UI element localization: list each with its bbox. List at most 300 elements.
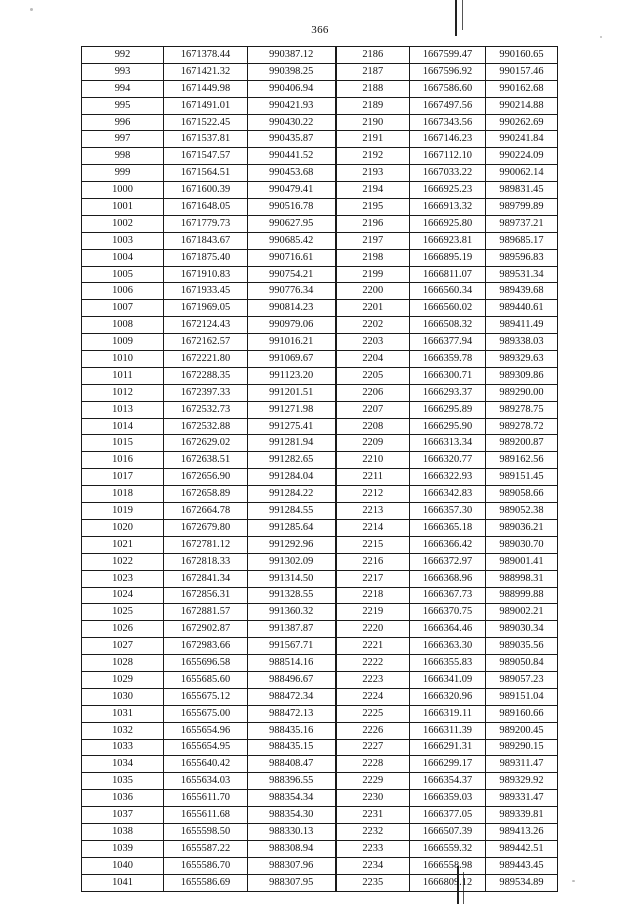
- table-cell: 1666355.83: [410, 655, 486, 672]
- scan-speck: [600, 36, 602, 38]
- table-cell: 1018: [82, 486, 164, 503]
- table-cell: 2235: [336, 874, 410, 891]
- table-cell: 1666322.93: [410, 469, 486, 486]
- table-cell: 1666293.37: [410, 384, 486, 401]
- table-cell: 991282.65: [248, 452, 336, 469]
- table-cell: 1033: [82, 739, 164, 756]
- table-row: [82, 503, 558, 520]
- table-cell: 2229: [336, 773, 410, 790]
- table-cell: 989160.66: [486, 705, 558, 722]
- table-cell: 989531.34: [486, 266, 558, 283]
- table-cell: 2223: [336, 671, 410, 688]
- table-cell: 1022: [82, 553, 164, 570]
- table-cell: 1666508.32: [410, 317, 486, 334]
- table-cell: 988307.96: [248, 857, 336, 874]
- table-row: [82, 114, 558, 131]
- table-cell: 2191: [336, 131, 410, 148]
- table-cell: 1039: [82, 840, 164, 857]
- table-cell: 998: [82, 148, 164, 165]
- table-cell: 1666372.97: [410, 553, 486, 570]
- table-cell: 988472.34: [248, 688, 336, 705]
- table-cell: 1666913.32: [410, 199, 486, 216]
- table-cell: 2187: [336, 63, 410, 80]
- table-cell: 990979.06: [248, 317, 336, 334]
- table-cell: 990406.94: [248, 80, 336, 97]
- table-cell: 1655675.12: [164, 688, 248, 705]
- table-cell: 990435.87: [248, 131, 336, 148]
- table-cell: 990224.09: [486, 148, 558, 165]
- table-cell: 2219: [336, 604, 410, 621]
- table-row: [82, 486, 558, 503]
- coordinates-table-body: [82, 47, 558, 892]
- table-cell: 2186: [336, 47, 410, 64]
- table-cell: 988354.34: [248, 790, 336, 807]
- scan-speck: [572, 880, 575, 882]
- table-row: [82, 97, 558, 114]
- table-cell: 1013: [82, 401, 164, 418]
- table-cell: 989035.56: [486, 638, 558, 655]
- table-cell: 1666923.81: [410, 232, 486, 249]
- table-cell: 1671564.51: [164, 165, 248, 182]
- table-cell: 991275.41: [248, 418, 336, 435]
- table-cell: 991314.50: [248, 570, 336, 587]
- table-cell: 2189: [336, 97, 410, 114]
- table-cell: 1037: [82, 807, 164, 824]
- table-cell: 2188: [336, 80, 410, 97]
- table-cell: 990241.84: [486, 131, 558, 148]
- table-cell: 1672124.43: [164, 317, 248, 334]
- table-cell: 2225: [336, 705, 410, 722]
- table-cell: 1006: [82, 283, 164, 300]
- table-cell: 989001.41: [486, 553, 558, 570]
- table-cell: 988998.31: [486, 570, 558, 587]
- table-cell: 988307.95: [248, 874, 336, 891]
- table-row: [82, 367, 558, 384]
- table-cell: 1000: [82, 182, 164, 199]
- table-cell: 989338.03: [486, 334, 558, 351]
- table-cell: 1666357.30: [410, 503, 486, 520]
- table-cell: 988514.16: [248, 655, 336, 672]
- table-cell: 1667497.56: [410, 97, 486, 114]
- table-cell: 1024: [82, 587, 164, 604]
- table-cell: 1034: [82, 756, 164, 773]
- table-cell: 1025: [82, 604, 164, 621]
- table-cell: 990421.93: [248, 97, 336, 114]
- table-cell: 2231: [336, 807, 410, 824]
- table-cell: 1666811.07: [410, 266, 486, 283]
- table-cell: 1008: [82, 317, 164, 334]
- table-cell: 1666320.77: [410, 452, 486, 469]
- table-cell: 2198: [336, 249, 410, 266]
- table-cell: 990814.23: [248, 300, 336, 317]
- table-cell: 1655611.68: [164, 807, 248, 824]
- table-cell: 2217: [336, 570, 410, 587]
- table-cell: 1666311.39: [410, 722, 486, 739]
- table-cell: 1666377.94: [410, 334, 486, 351]
- table-cell: 990398.25: [248, 63, 336, 80]
- table-row: [82, 148, 558, 165]
- table-cell: 1655640.42: [164, 756, 248, 773]
- table-cell: 1666313.34: [410, 435, 486, 452]
- table-cell: 1672629.02: [164, 435, 248, 452]
- table-cell: 1671421.32: [164, 63, 248, 80]
- table-cell: 1028: [82, 655, 164, 672]
- table-cell: 990062.14: [486, 165, 558, 182]
- table-cell: 1671648.05: [164, 199, 248, 216]
- table-row: [82, 47, 558, 64]
- table-cell: 990516.78: [248, 199, 336, 216]
- table-cell: 1032: [82, 722, 164, 739]
- scan-mark-top-2: [462, 0, 463, 30]
- table-cell: 1672818.33: [164, 553, 248, 570]
- table-cell: 1002: [82, 215, 164, 232]
- table-cell: 1036: [82, 790, 164, 807]
- table-cell: 989329.63: [486, 351, 558, 368]
- table-cell: 990262.69: [486, 114, 558, 131]
- table-cell: 1666300.71: [410, 367, 486, 384]
- table-cell: 988330.13: [248, 823, 336, 840]
- table-cell: 1672664.78: [164, 503, 248, 520]
- table-cell: 1017: [82, 469, 164, 486]
- table-cell: 1672221.80: [164, 351, 248, 368]
- table-cell: 1666377.05: [410, 807, 486, 824]
- table-row: [82, 199, 558, 216]
- table-cell: 991069.67: [248, 351, 336, 368]
- table-cell: 1655586.69: [164, 874, 248, 891]
- table-cell: 1667599.47: [410, 47, 486, 64]
- table-cell: 2214: [336, 519, 410, 536]
- table-cell: 989200.87: [486, 435, 558, 452]
- table-cell: 1671547.57: [164, 148, 248, 165]
- table-cell: 2200: [336, 283, 410, 300]
- table-cell: 1666359.78: [410, 351, 486, 368]
- table-cell: 991123.20: [248, 367, 336, 384]
- table-cell: 1007: [82, 300, 164, 317]
- table-cell: 1666559.32: [410, 840, 486, 857]
- table-cell: 989151.04: [486, 688, 558, 705]
- table-cell: 1672532.73: [164, 401, 248, 418]
- table-cell: 1666364.46: [410, 621, 486, 638]
- table-cell: 988435.16: [248, 722, 336, 739]
- table-cell: 989534.89: [486, 874, 558, 891]
- table-row: [82, 790, 558, 807]
- table-cell: 1666354.37: [410, 773, 486, 790]
- table-cell: 1671933.45: [164, 283, 248, 300]
- table-cell: 2197: [336, 232, 410, 249]
- table-cell: 997: [82, 131, 164, 148]
- table-cell: 1667146.23: [410, 131, 486, 148]
- table-cell: 1672902.87: [164, 621, 248, 638]
- scan-speck: [30, 8, 33, 11]
- table-row: [82, 857, 558, 874]
- table-row: [82, 671, 558, 688]
- table-cell: 1672638.51: [164, 452, 248, 469]
- table-cell: 989440.61: [486, 300, 558, 317]
- table-row: [82, 334, 558, 351]
- table-cell: 1672397.33: [164, 384, 248, 401]
- table-row: [82, 418, 558, 435]
- table-cell: 1671537.81: [164, 131, 248, 148]
- table-cell: 1015: [82, 435, 164, 452]
- table-cell: 989442.51: [486, 840, 558, 857]
- table-cell: 1666507.39: [410, 823, 486, 840]
- table-cell: 1666342.83: [410, 486, 486, 503]
- table-cell: 1031: [82, 705, 164, 722]
- table-cell: 2234: [336, 857, 410, 874]
- table-cell: 1671449.98: [164, 80, 248, 97]
- table-cell: 991360.32: [248, 604, 336, 621]
- table-cell: 1672658.89: [164, 486, 248, 503]
- table-row: [82, 688, 558, 705]
- table-cell: 989030.34: [486, 621, 558, 638]
- table-cell: 1655675.00: [164, 705, 248, 722]
- table-cell: 2211: [336, 469, 410, 486]
- table-cell: 1671969.05: [164, 300, 248, 317]
- table-cell: 2196: [336, 215, 410, 232]
- table-cell: 2199: [336, 266, 410, 283]
- table-cell: 988472.13: [248, 705, 336, 722]
- table-cell: 1655598.50: [164, 823, 248, 840]
- table-row: [82, 384, 558, 401]
- table-cell: 2218: [336, 587, 410, 604]
- table-cell: 1019: [82, 503, 164, 520]
- table-cell: 989309.86: [486, 367, 558, 384]
- table-cell: 1667112.10: [410, 148, 486, 165]
- table-cell: 990162.68: [486, 80, 558, 97]
- table-cell: 989030.70: [486, 536, 558, 553]
- table-cell: 1666291.31: [410, 739, 486, 756]
- table-cell: 989443.45: [486, 857, 558, 874]
- table-cell: 1040: [82, 857, 164, 874]
- table-cell: 2203: [336, 334, 410, 351]
- table-cell: 989737.21: [486, 215, 558, 232]
- table-cell: 1666366.42: [410, 536, 486, 553]
- table-cell: 990479.41: [248, 182, 336, 199]
- table-cell: 989331.47: [486, 790, 558, 807]
- table-cell: 1666365.18: [410, 519, 486, 536]
- table-row: [82, 840, 558, 857]
- table-cell: 989052.38: [486, 503, 558, 520]
- table-cell: 990160.65: [486, 47, 558, 64]
- table-cell: 1012: [82, 384, 164, 401]
- table-cell: 1026: [82, 621, 164, 638]
- table-cell: 1671522.45: [164, 114, 248, 131]
- table-cell: 2202: [336, 317, 410, 334]
- table-cell: 1666560.02: [410, 300, 486, 317]
- table-cell: 2208: [336, 418, 410, 435]
- table-cell: 1023: [82, 570, 164, 587]
- table-row: [82, 401, 558, 418]
- table-cell: 1655685.60: [164, 671, 248, 688]
- table-cell: 990716.61: [248, 249, 336, 266]
- table-cell: 989200.45: [486, 722, 558, 739]
- table-row: [82, 705, 558, 722]
- table-cell: 2233: [336, 840, 410, 857]
- table-cell: 991387.87: [248, 621, 336, 638]
- table-cell: 1672881.57: [164, 604, 248, 621]
- table-row: [82, 807, 558, 824]
- table-row: [82, 232, 558, 249]
- table-cell: 1667343.56: [410, 114, 486, 131]
- table-cell: 1666341.09: [410, 671, 486, 688]
- table-cell: 1666295.90: [410, 418, 486, 435]
- table-cell: 2213: [336, 503, 410, 520]
- table-cell: 1666560.34: [410, 283, 486, 300]
- table-cell: 1655587.22: [164, 840, 248, 857]
- table-cell: 1672656.90: [164, 469, 248, 486]
- table-cell: 989413.26: [486, 823, 558, 840]
- table-cell: 989058.66: [486, 486, 558, 503]
- table-cell: 2221: [336, 638, 410, 655]
- table-cell: 1001: [82, 199, 164, 216]
- coordinates-table: [81, 46, 558, 892]
- table-cell: 1655654.95: [164, 739, 248, 756]
- table-cell: 2232: [336, 823, 410, 840]
- table-cell: 1005: [82, 266, 164, 283]
- table-cell: 990430.22: [248, 114, 336, 131]
- table-row: [82, 570, 558, 587]
- table-cell: 989002.21: [486, 604, 558, 621]
- table-row: [82, 266, 558, 283]
- table-cell: 989036.21: [486, 519, 558, 536]
- table-row: [82, 249, 558, 266]
- table-cell: 989278.75: [486, 401, 558, 418]
- table-cell: 1671875.40: [164, 249, 248, 266]
- table-cell: 989411.49: [486, 317, 558, 334]
- table-cell: 991284.22: [248, 486, 336, 503]
- table-cell: 1671600.39: [164, 182, 248, 199]
- table-cell: 1021: [82, 536, 164, 553]
- table-cell: 991281.94: [248, 435, 336, 452]
- table-cell: 2215: [336, 536, 410, 553]
- table-row: [82, 300, 558, 317]
- table-cell: 1029: [82, 671, 164, 688]
- table-cell: 999: [82, 165, 164, 182]
- table-cell: 2224: [336, 688, 410, 705]
- table-row: [82, 131, 558, 148]
- table-cell: 2190: [336, 114, 410, 131]
- table-cell: 2193: [336, 165, 410, 182]
- table-row: [82, 823, 558, 840]
- table-cell: 989439.68: [486, 283, 558, 300]
- table-cell: 989057.23: [486, 671, 558, 688]
- table-cell: 991567.71: [248, 638, 336, 655]
- table-cell: 1671491.01: [164, 97, 248, 114]
- table-cell: 2222: [336, 655, 410, 672]
- table-cell: 2220: [336, 621, 410, 638]
- table-cell: 992: [82, 47, 164, 64]
- table-row: [82, 63, 558, 80]
- table-row: [82, 722, 558, 739]
- table-row: [82, 452, 558, 469]
- table-cell: 989799.89: [486, 199, 558, 216]
- table-cell: 989311.47: [486, 756, 558, 773]
- table-cell: 988496.67: [248, 671, 336, 688]
- table-row: [82, 874, 558, 891]
- table-cell: 996: [82, 114, 164, 131]
- table-cell: 2226: [336, 722, 410, 739]
- table-cell: 1014: [82, 418, 164, 435]
- table-cell: 1666368.96: [410, 570, 486, 587]
- table-cell: 2206: [336, 384, 410, 401]
- table-row: [82, 435, 558, 452]
- table-cell: 991328.55: [248, 587, 336, 604]
- table-cell: 990441.52: [248, 148, 336, 165]
- table-cell: 989290.00: [486, 384, 558, 401]
- table-cell: 1038: [82, 823, 164, 840]
- table-cell: 990754.21: [248, 266, 336, 283]
- table-cell: 990627.95: [248, 215, 336, 232]
- table-cell: 2216: [336, 553, 410, 570]
- table-cell: 1672288.35: [164, 367, 248, 384]
- table-cell: 1011: [82, 367, 164, 384]
- table-cell: 989162.56: [486, 452, 558, 469]
- table-cell: 2195: [336, 199, 410, 216]
- table-cell: 1016: [82, 452, 164, 469]
- table-cell: 1655654.96: [164, 722, 248, 739]
- table-cell: 991016.21: [248, 334, 336, 351]
- table-row: [82, 469, 558, 486]
- table-cell: 990685.42: [248, 232, 336, 249]
- table-cell: 2227: [336, 739, 410, 756]
- table-row: [82, 638, 558, 655]
- table-cell: 993: [82, 63, 164, 80]
- table-cell: 2194: [336, 182, 410, 199]
- table-cell: 991292.96: [248, 536, 336, 553]
- table-cell: 988308.94: [248, 840, 336, 857]
- table-cell: 988396.55: [248, 773, 336, 790]
- table-cell: 991271.98: [248, 401, 336, 418]
- table-cell: 990214.88: [486, 97, 558, 114]
- table-cell: 1666558.98: [410, 857, 486, 874]
- table-cell: 1667033.22: [410, 165, 486, 182]
- table-cell: 1667596.92: [410, 63, 486, 80]
- table-row: [82, 773, 558, 790]
- table-cell: 991302.09: [248, 553, 336, 570]
- table-cell: 1030: [82, 688, 164, 705]
- table-row: [82, 739, 558, 756]
- table-cell: 995: [82, 97, 164, 114]
- table-cell: 1666359.03: [410, 790, 486, 807]
- table-cell: 1666320.96: [410, 688, 486, 705]
- table-cell: 989151.45: [486, 469, 558, 486]
- table-cell: 1672162.57: [164, 334, 248, 351]
- table-cell: 990776.34: [248, 283, 336, 300]
- table-cell: 989278.72: [486, 418, 558, 435]
- table-cell: 988999.88: [486, 587, 558, 604]
- table-cell: 1672983.66: [164, 638, 248, 655]
- table-cell: 1672781.12: [164, 536, 248, 553]
- table-cell: 1672679.80: [164, 519, 248, 536]
- table-cell: 1672841.34: [164, 570, 248, 587]
- table-cell: 1020: [82, 519, 164, 536]
- scan-mark-top: [455, 0, 457, 36]
- page-number: 366: [311, 24, 329, 36]
- table-cell: 991285.64: [248, 519, 336, 536]
- table-cell: 2228: [336, 756, 410, 773]
- table-cell: 990453.68: [248, 165, 336, 182]
- table-row: [82, 351, 558, 368]
- table-cell: 1041: [82, 874, 164, 891]
- table-cell: 2205: [336, 367, 410, 384]
- table-cell: 2209: [336, 435, 410, 452]
- table-cell: 988408.47: [248, 756, 336, 773]
- table-cell: 994: [82, 80, 164, 97]
- table-cell: 1655696.58: [164, 655, 248, 672]
- table-row: [82, 756, 558, 773]
- table-cell: 1672856.31: [164, 587, 248, 604]
- table-row: [82, 80, 558, 97]
